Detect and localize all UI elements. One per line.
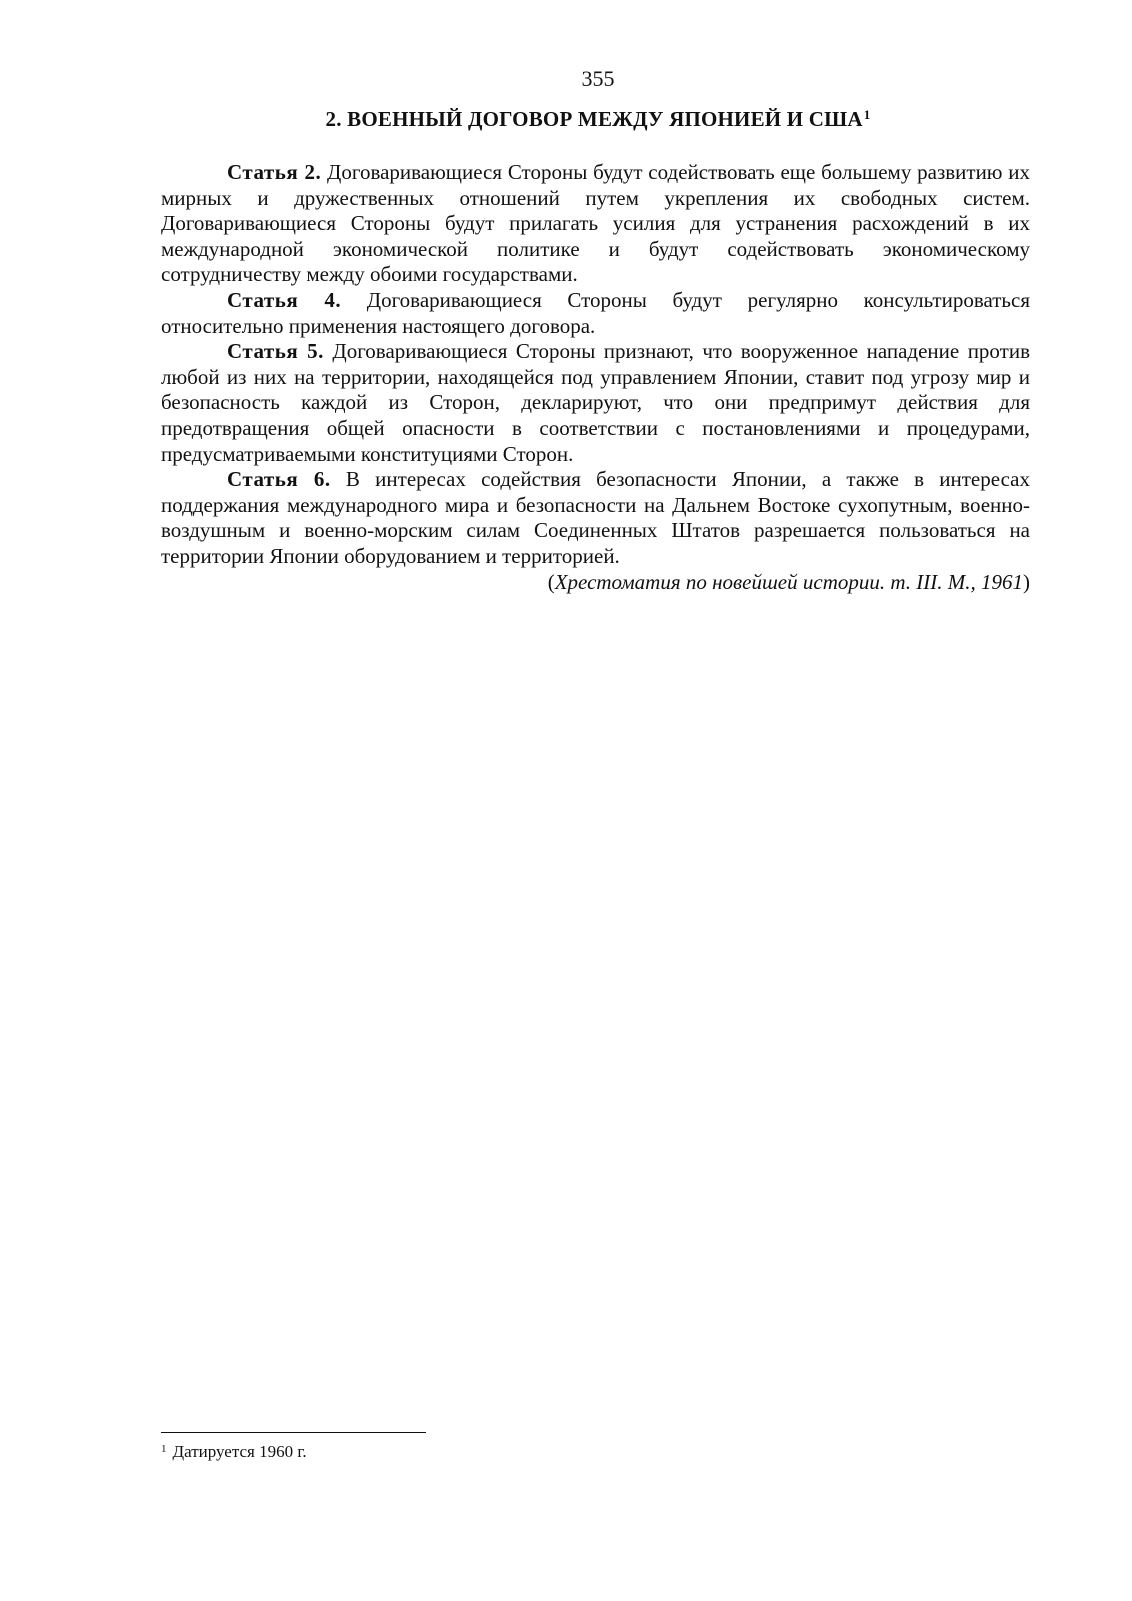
article-5 [161, 339, 1030, 467]
article-text: Договаривающиеся Стороны будут содействовать еще большему развитию их мирных и дружественных отношений путем укрепления их свободных систем. Договаривающиеся Стороны будут прилагать усилия для устранения расхождений в их международной экономической политике и будут содействовать экономическому сотрудничеству между обоими государствами. [161, 160, 1031, 287]
source-open-paren: ( [547, 569, 555, 594]
article-label: Статья 6. [227, 467, 331, 492]
footnote-text: Датируется 1960 г. [172, 1442, 307, 1461]
footnote-marker: 1 [161, 1443, 167, 1455]
article-text: Договаривающиеся Стороны признают, что вооруженное нападение против любой из них на территории, находящейся под управлением Японии, ставит под угрозу мир и безопасность каждой из Сторон, декларируют, что они предпримут действия для предотвращения общей опасности в соответствии с постановлениями и процедурами, предусматриваемыми конституциями Сторон. [161, 339, 1030, 466]
article-text: В интересах содействия безопасности Японии, а также в интересах поддержания международного мира и безопасности на Дальнем Востоке сухопутным, военно-воздушным и военно-морским силам Соединенных Штатов разрешается пользоваться на территории Японии оборудованием и территорией. [161, 467, 1030, 568]
source-citation [161, 570, 1030, 596]
article-4 [161, 288, 1030, 339]
article-6 [161, 467, 1030, 569]
title-footnote-ref[interactable]: 1 [863, 107, 871, 122]
article-label: Статья 2. [227, 160, 322, 184]
source-text: Хрестоматия по новейшей истории. т. III. М., 1961 [554, 569, 1023, 594]
article-text: Договаривающиеся Стороны будут регулярно консультироваться относительно применения настоящего договора. [161, 287, 1030, 338]
document-body [161, 160, 1030, 595]
source-close-paren: ) [1023, 569, 1030, 594]
page-title [0, 106, 1132, 132]
footnote [161, 1441, 307, 1463]
page-number: 355 [581, 66, 615, 91]
footnote-divider [161, 1432, 426, 1433]
page-title-text: 2. ВОЕННЫЙ ДОГОВОР МЕЖДУ ЯПОНИЕЙ И США [325, 107, 863, 131]
article-label: Статья 4. [227, 287, 342, 312]
article-label: Статья 5. [227, 339, 324, 364]
article-2 [161, 160, 1030, 288]
